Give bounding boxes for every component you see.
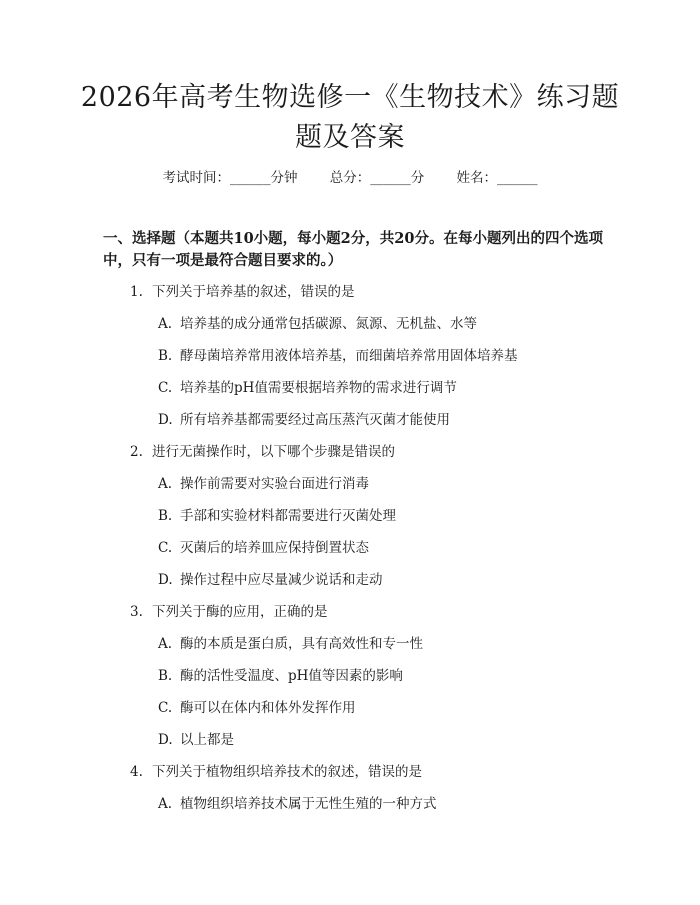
option-letter: B.: [158, 508, 173, 524]
question-4: [0, 756, 700, 788]
question-2: [0, 436, 700, 468]
option-letter: C.: [158, 380, 173, 396]
question-1: [0, 276, 700, 308]
option-text: 操作过程中应尽量减少说话和走动: [180, 572, 383, 588]
option-letter: C.: [158, 700, 173, 716]
option-letter: D.: [158, 412, 173, 428]
question-1-option-c: [0, 372, 700, 404]
question-text: 下列关于酶的应用，正确的是: [152, 604, 328, 620]
question-text: 下列关于培养基的叙述，错误的是: [152, 284, 355, 300]
option-letter: C.: [158, 540, 173, 556]
option-text: 酶的活性受温度、pH值等因素的影响: [180, 668, 403, 684]
question-4-option-a: [0, 788, 700, 820]
option-text: 植物组织培养技术属于无性生殖的一种方式: [180, 796, 437, 812]
section-heading: [103, 228, 603, 272]
question-1-option-a: [0, 308, 700, 340]
question-3: [0, 596, 700, 628]
page-title: [60, 78, 640, 158]
question-text: 进行无菌操作时，以下哪个步骤是错误的: [152, 444, 395, 460]
exam-time-field: 考试时间：______分钟: [162, 170, 298, 186]
exam-info: [0, 168, 700, 188]
option-text: 手部和实验材料都需要进行灭菌处理: [180, 508, 396, 524]
option-text: 以上都是: [180, 732, 234, 748]
question-number: 3.: [130, 604, 143, 620]
option-text: 酶可以在体内和体外发挥作用: [180, 700, 356, 716]
question-text: 下列关于植物组织培养技术的叙述，错误的是: [152, 764, 422, 780]
option-text: 操作前需要对实验台面进行消毒: [180, 476, 369, 492]
question-1-option-b: [0, 340, 700, 372]
question-3-option-a: [0, 628, 700, 660]
name-field: 姓名：______: [456, 170, 538, 186]
option-text: 所有培养基都需要经过高压蒸汽灭菌才能使用: [180, 412, 450, 428]
option-letter: A.: [158, 316, 173, 332]
question-3-option-b: [0, 660, 700, 692]
option-letter: A.: [158, 476, 173, 492]
title-line-2: 题及答案: [295, 122, 405, 153]
option-text: 培养基的pH值需要根据培养物的需求进行调节: [180, 380, 457, 396]
question-number: 4.: [130, 764, 143, 780]
option-letter: A.: [158, 796, 173, 812]
option-letter: D.: [158, 732, 173, 748]
question-2-option-b: [0, 500, 700, 532]
option-letter: B.: [158, 668, 173, 684]
total-score-field: 总分：______分: [329, 170, 425, 186]
question-1-option-d: [0, 404, 700, 436]
option-text: 培养基的成分通常包括碳源、氮源、无机盐、水等: [180, 316, 477, 332]
option-letter: A.: [158, 636, 173, 652]
section-heading-line-1: 一、选择题（本题共10小题，每小题2分，共20分。在每小题列出的四个选项: [103, 230, 603, 247]
question-3-option-c: [0, 692, 700, 724]
option-text: 酶的本质是蛋白质，具有高效性和专一性: [180, 636, 423, 652]
question-number: 1.: [130, 284, 143, 300]
title-line-1: 2026年高考生物选修一《生物技术》练习题: [80, 82, 620, 113]
question-number: 2.: [130, 444, 143, 460]
option-letter: D.: [158, 572, 173, 588]
option-text: 酵母菌培养常用液体培养基，而细菌培养常用固体培养基: [180, 348, 518, 364]
section-heading-line-2: 中，只有一项是最符合题目要求的。）: [103, 252, 343, 269]
question-list: [0, 276, 700, 820]
option-text: 灭菌后的培养皿应保持倒置状态: [180, 540, 369, 556]
question-3-option-d: [0, 724, 700, 756]
question-2-option-d: [0, 564, 700, 596]
option-letter: B.: [158, 348, 173, 364]
question-2-option-c: [0, 532, 700, 564]
question-2-option-a: [0, 468, 700, 500]
